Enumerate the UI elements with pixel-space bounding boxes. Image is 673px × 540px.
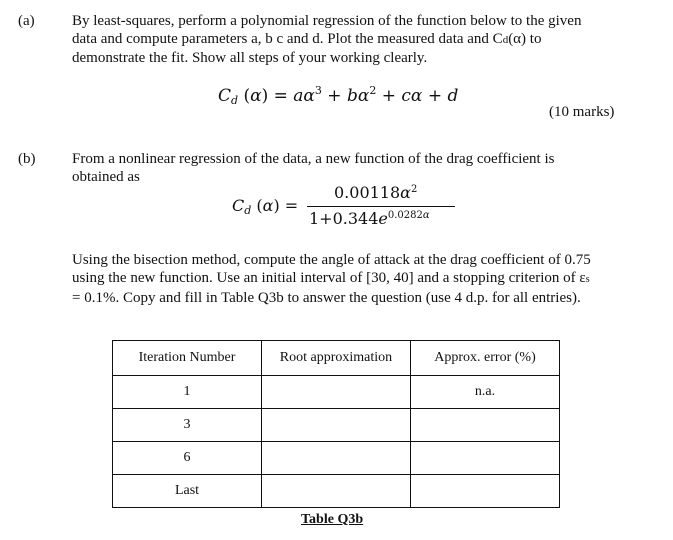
table-row (113, 442, 560, 475)
cell-iteration: Last (113, 475, 262, 508)
cell-iteration: 6 (113, 442, 262, 475)
table-q3b (112, 340, 560, 508)
part-b-instructions (72, 251, 637, 307)
cell-error (411, 409, 560, 442)
part-b-equation-denominator: $1+0.344e^{0.0282\alpha}$ (309, 209, 430, 228)
table-caption: Table Q3b (301, 512, 364, 527)
part-a-marks: (10 marks) (549, 104, 615, 120)
cell-error (411, 442, 560, 475)
part-a-line-3: demonstrate the fit. Show all steps of your working clearly. (72, 50, 428, 66)
part-a-line-2: data and compute parameters a, b c and d. Plot the measured data and Cd(α) to (72, 31, 542, 47)
cell-error (411, 475, 560, 508)
cell-error: n.a. (411, 376, 560, 409)
cell-iteration: 1 (113, 376, 262, 409)
part-b-label: (b) (18, 151, 36, 167)
cell-root (262, 475, 411, 508)
header-iteration-number: Iteration Number (113, 341, 262, 376)
part-b-instr-line-2: using the new function. Use an initial interval of [30, 40] and a stopping criterion of εs (72, 270, 590, 286)
cell-iteration: 3 (113, 409, 262, 442)
part-b-intro (72, 150, 632, 186)
part-b-instr-line-1: Using the bisection method, compute the angle of attack at the drag coefficient of 0.75 (72, 252, 591, 268)
part-b-instr-line-3: = 0.1%. Copy and fill in Table Q3b to answer the question (use 4 d.p. for all entries). (72, 290, 581, 306)
table-row (113, 409, 560, 442)
part-b-equation-lhs: $C_d$ (α) = (232, 196, 299, 217)
part-a-label: (a) (18, 13, 35, 29)
fraction-bar (307, 206, 455, 207)
part-b-intro-line-2: obtained as (72, 169, 140, 185)
part-a-line-1: By least-squares, perform a polynomial regression of the function below to the given (72, 13, 582, 29)
cell-root (262, 376, 411, 409)
cell-root (262, 442, 411, 475)
table-row (113, 475, 560, 508)
part-b-intro-line-1: From a nonlinear regression of the data, a new function of the drag coefficient is (72, 151, 555, 167)
header-root-approximation: Root approximation (262, 341, 411, 376)
part-a-equation: $C_d$ $(\alpha) = a\alpha^3 + b\alpha^2 + c\alpha + d$ (218, 84, 459, 107)
part-a-text (72, 12, 632, 67)
cell-root (262, 409, 411, 442)
table-header-row (113, 341, 560, 376)
header-approx-error: Approx. error (%) (411, 341, 560, 376)
part-b-equation-numerator: $0.00118\alpha^2$ (334, 183, 418, 202)
table-row (113, 376, 560, 409)
